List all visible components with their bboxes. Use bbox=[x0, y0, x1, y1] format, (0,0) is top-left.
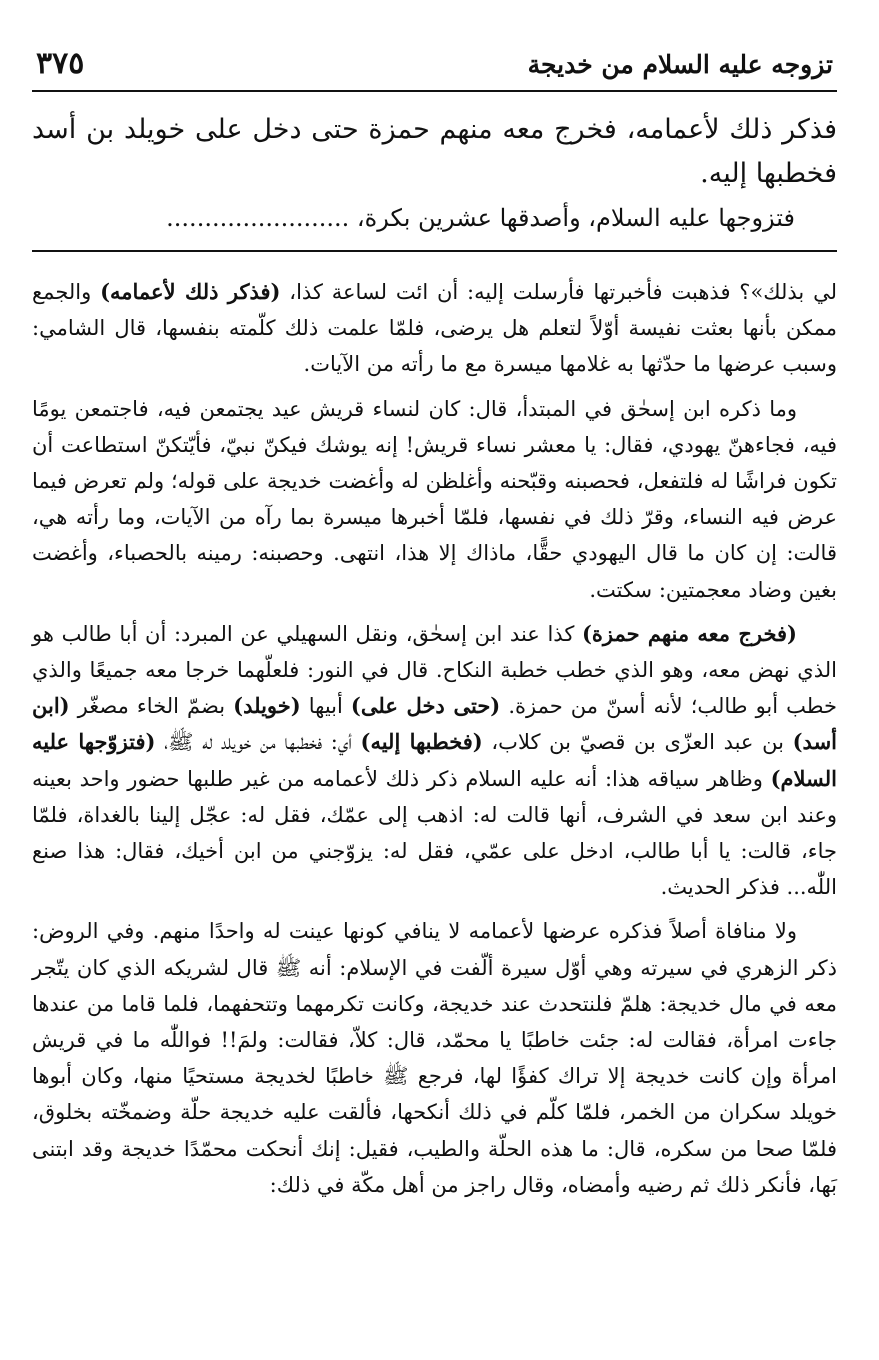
p3-text-f: بضمّ الخاء مصغّر bbox=[69, 694, 234, 719]
text-divider bbox=[32, 250, 837, 252]
commentary bbox=[32, 274, 837, 1203]
page-number: ٣٧٥ bbox=[36, 46, 85, 81]
commentary-paragraph-4: ولا منافاة أصلاً فذكره عرضها لأعمامه لا ينافي كونها عينت له واحدًا منهم. وفي الروض: ذكر الزهري في سيرته وهي أوّل سيرة ألّفت في الإسلام: أنه ﷺ قال لشريكه الذي كان يتّجر معه في مال خديجة: هلمّ فلنتحدث عند خديجة، وكانت تكرمهما وتتحفهما، فلما قاما من عندها جاءت امرأة، فقالت له: جئت خاطبًا يا محمّد، قال: كلاّ، فقالت: ولمَ!! فواللّٰه ما في قريش امرأة وإن كانت خديجة إلا تراك كفؤًا لها، فرجع ﷺ خاطبًا لخديجة مستحيًا منها، وكان أبوها خويلد سكران من الخمر، فلمّا كلّم في ذلك أنكحها، فألقت عليه خديجة حلّة وضمخّته بخلوق، فلمّا صحا من سكره، قال: ما هذه الحلّة والطيب، فقيل: إنك أنحكت محمّدًا خديجة وقد ابتنى بَها، فأنكر ذلك ثم رضيه وأمضاه، وقال راجز من أهل مكّة في ذلك: bbox=[32, 919, 837, 1197]
running-header bbox=[32, 46, 837, 92]
p3-quote-a: (فخرج معه منهم حمزة) bbox=[581, 620, 797, 646]
chapter-title: تزوجه عليه السلام من خديجة bbox=[527, 50, 833, 79]
p3-text-d: أبيها bbox=[300, 694, 351, 719]
p3-text-l: وظاهر سياقه هذا: أنه عليه السلام ذكر ذلك لأعمامه من غير طلبها حضور واحد بعينه وعند ابن سعد في الشرف، أنها قالت له: اذهب إلى عمّك، فقل له: عجّل إلينا بالغداة، فلمّا جاء، قالت: يا أبا طالب، ادخل على عمّي، فقل له: يزوّجني من ابن أخيك، فقال: هذا صنع اللّٰه... فذكر الحديث. bbox=[32, 766, 837, 900]
p1-text-c: والجمع ممكن بأنها بعثت نفيسة أوّلاً لتعلم هل يرضى، فلمّا علمت ذلك كلّمته بنفسها، قال الشامي: وسبب عرضها ما حدّثها به غلامها ميسرة مع ما رأته من الآيات. bbox=[32, 280, 837, 377]
p3-quote-i: (فخطبها إليه) bbox=[360, 729, 483, 755]
p3-quote-k: (فتزوّجها عليه السلام) bbox=[32, 729, 837, 791]
p3-quote-e: (خويلد) bbox=[233, 693, 301, 719]
main-text-line-2 bbox=[32, 196, 837, 240]
p3-text-h: بن عبد العزّى بن قصيّ بن كلاب، bbox=[482, 730, 793, 755]
p3-text-b: كذا عند ابن إسحٰق، ونقل السهيلي عن المبرد: أن أبا طالب هو الذي نهض معه، وهو الذي خطب خطبة النكاح. قال في النور: فلعلّهما خرجا معه جميعًا والذي خطب أبو طالب؛ لأنه أسنّ من حمزة. bbox=[32, 621, 837, 719]
commentary-paragraph-1 bbox=[32, 274, 837, 383]
main-text-line-2-text: فتزوجها عليه السلام، وأصدقها عشرين بكرة، bbox=[356, 204, 795, 232]
p1-text-a: لي بذلك»؟ فذهبت فأخبرتها فأرسلت إليه: أن ائت لساعة كذا، bbox=[280, 280, 837, 304]
ellipsis-dots: ........................ bbox=[166, 204, 350, 232]
p3-text-j: أي: فخطبها من خويلد له ﷺ، bbox=[155, 730, 361, 755]
commentary-paragraph-2: وما ذكره ابن إسحٰق في المبتدأ، قال: كان لنساء قريش عيد يجتمعن فيه، فاجتمعن يومًا فيه، فجاءهنّ يهودي، فقال: يا معشر نساء قريش! إنه يوشك فيكنّ نبيّ، فأيّتكنّ استطاعت أن تكون فراشًا له فلتفعل، فحصبنه وقبّحنه وأغلظن له وأغضت خديجة على قوله؛ ولم تعرض فيما عرض فيه النساء، وقرّ ذلك في نفسها، فلمّا أخبرها ميسرة بما رآه من الآيات، وما رأته هي، قالت: إن كان ما قال اليهودي حقًّا، ماذاك إلا هذا، انتهى. وحصبنه: رمينه بالحصباء، وأغضت بغين وضاد معجمتين: سكتت. bbox=[32, 396, 837, 602]
commentary-paragraph-3 bbox=[32, 616, 837, 906]
p3-quote-g: (ابن أسد) bbox=[32, 693, 838, 755]
p1-quote: (فذكر ذلك لأعمامه) bbox=[100, 279, 281, 304]
p3-quote-c: (حتى دخل على) bbox=[350, 693, 501, 719]
main-text-line-1: فذكر ذلك لأعمامه، فخرج معه منهم حمزة حتى دخل على خويلد بن أسد فخطبها إليه. bbox=[32, 114, 837, 189]
main-text bbox=[32, 108, 837, 240]
